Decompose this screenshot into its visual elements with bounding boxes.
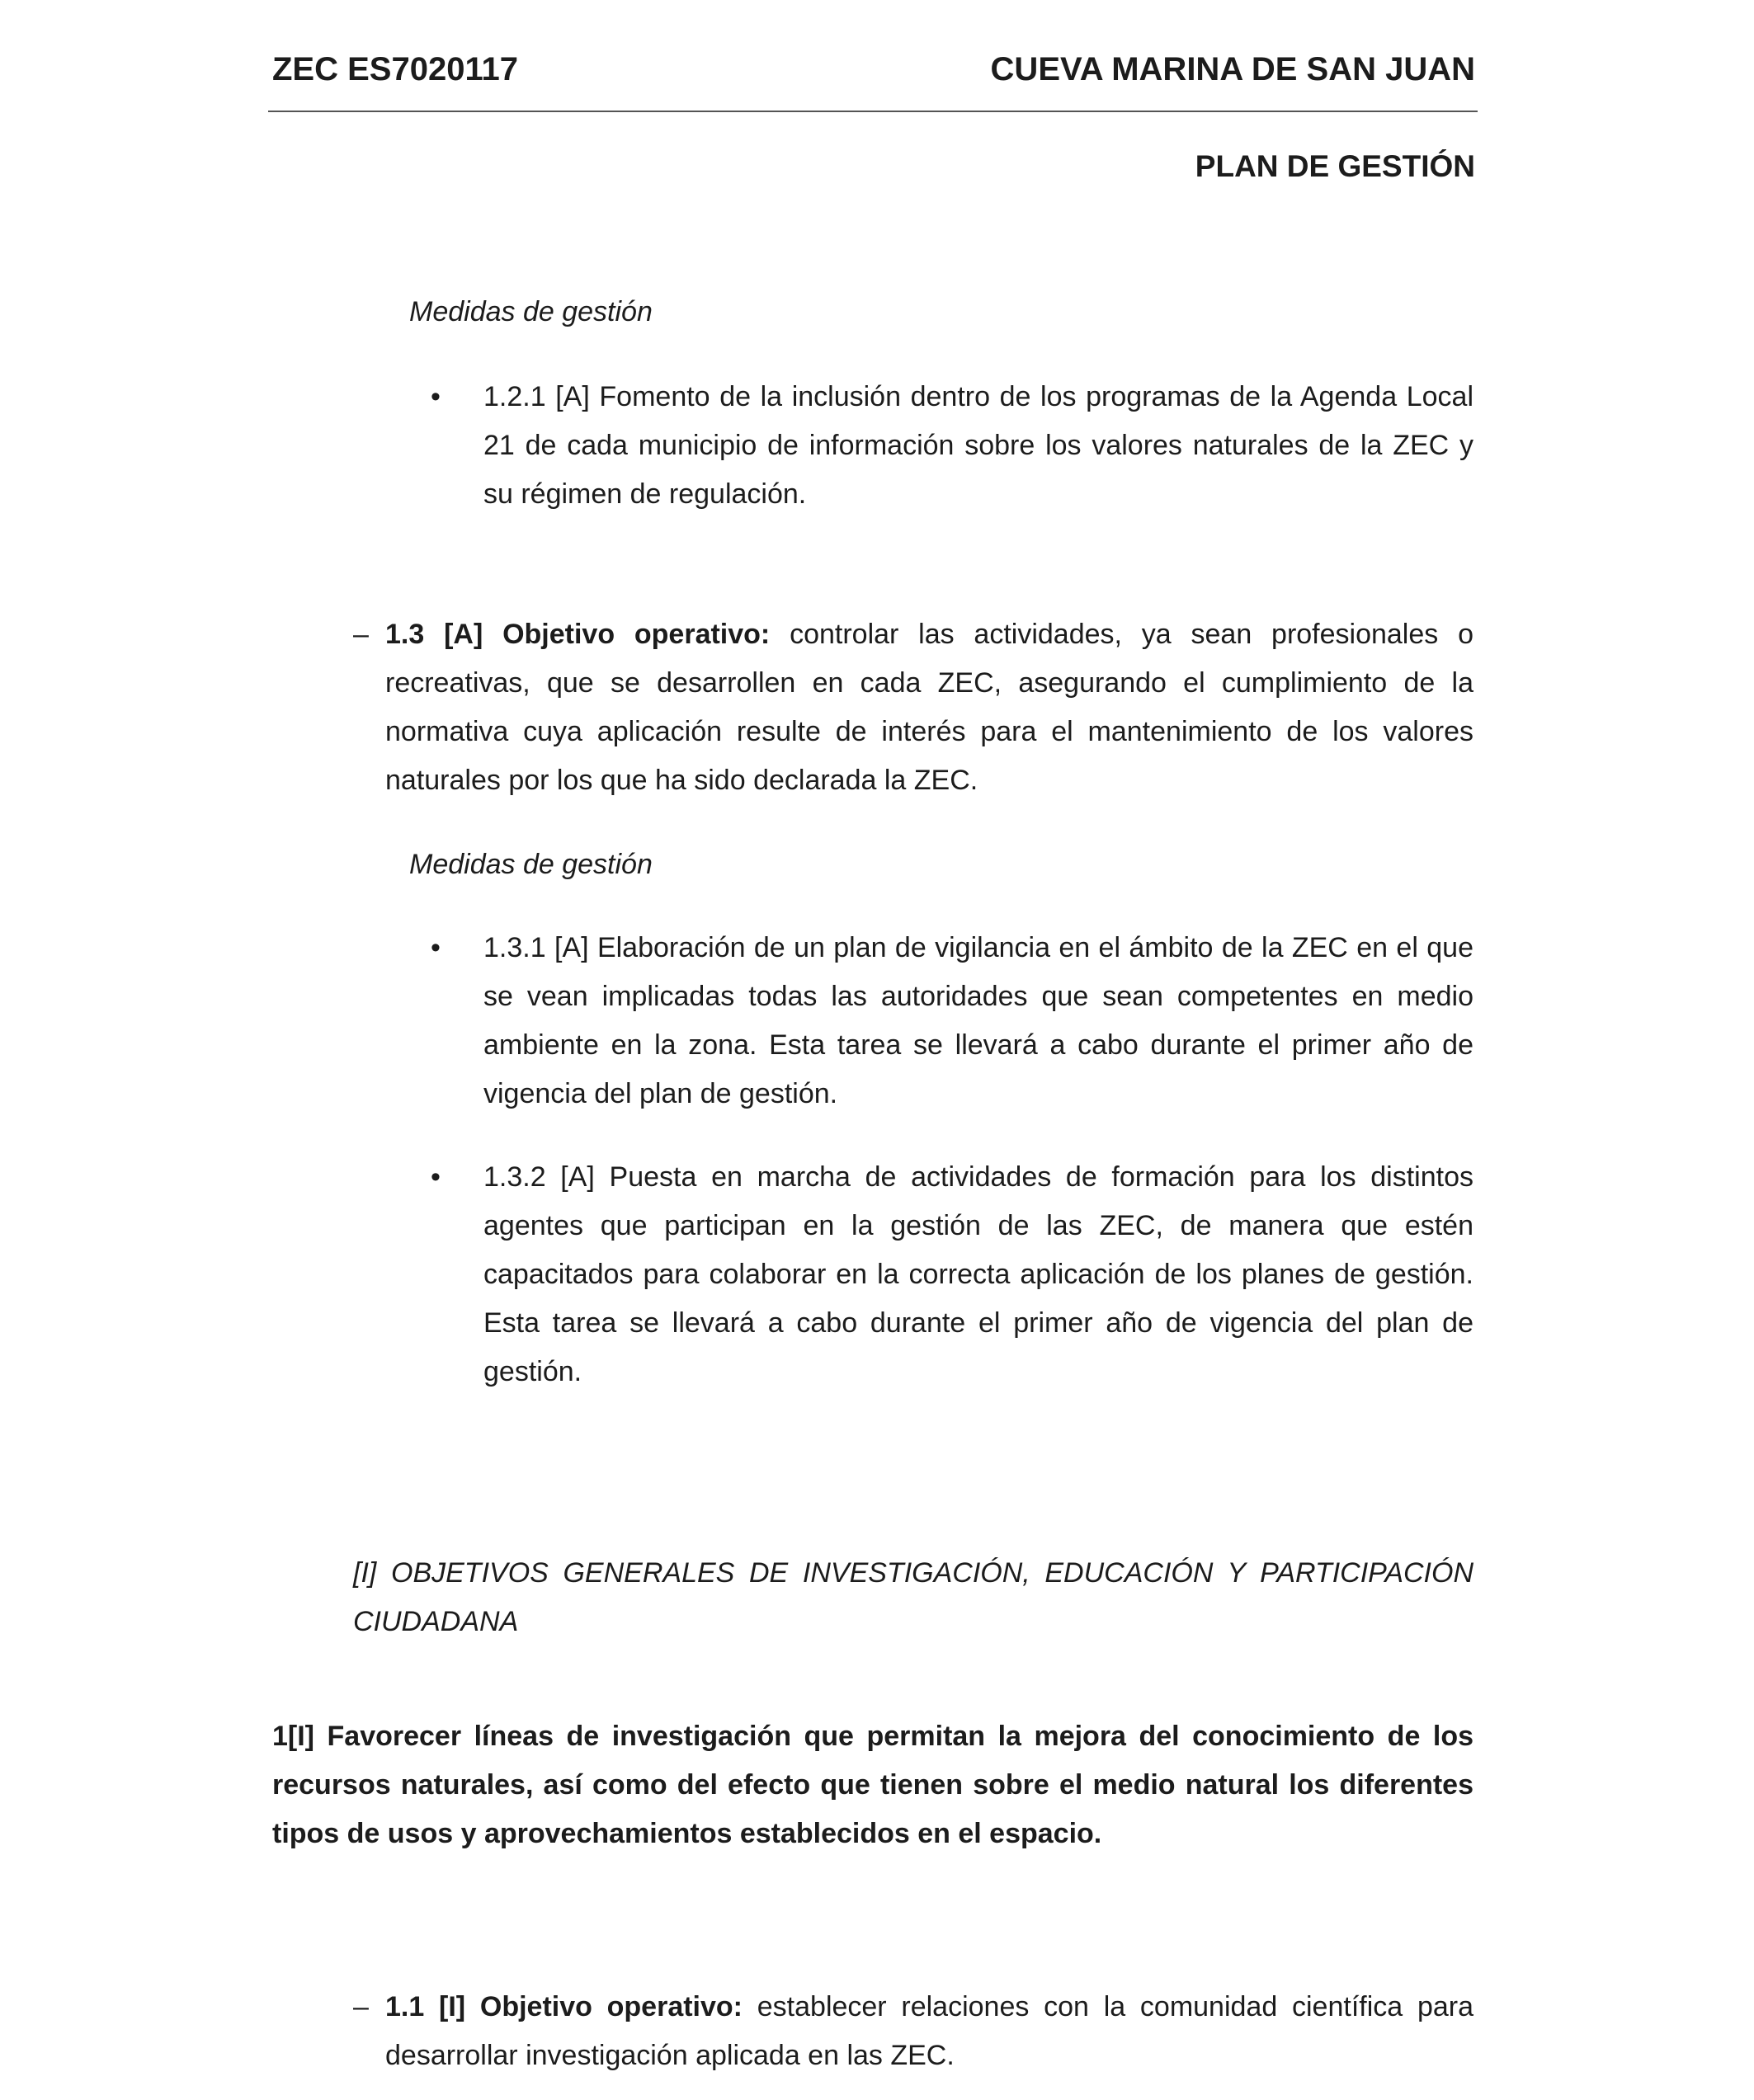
general-objectives-heading: [I] OBJETIVOS GENERALES DE INVESTIGACIÓN, EDUCACIÓN Y PARTICIPACIÓN CIUDADANA — [353, 1557, 1473, 1637]
dash-icon: – — [353, 1991, 369, 2022]
objective-1-1-text: establecer relaciones con la comunidad científica para desarrollar investigación aplicada en las ZEC. — [385, 1991, 1473, 2071]
header-divider — [268, 111, 1478, 112]
medidas-heading-2: Medidas de gestión — [409, 849, 653, 880]
bullet-icon: • — [431, 381, 441, 412]
bullet-icon: • — [431, 932, 441, 963]
objective-1-3-text: controlar las actividades, ya sean profesionales o recreativas, que se desarrollen en cada ZEC, asegurando el cumplimiento de la normativa cuya aplicación resulte de interés para el mantenimiento de los valores naturales por los que ha sido declarada la ZEC. — [385, 619, 1473, 796]
measure-1-3-1: 1.3.1 [A] Elaboración de un plan de vigilancia en el ámbito de la ZEC en el que se vean implicadas todas las autoridades que sean competentes en medio ambiente en la zona. Esta tarea se llevará a cabo durante el primer año de vigencia del plan de gestión. — [483, 932, 1473, 1109]
objective-1-1 — [385, 1983, 1473, 2080]
objective-1-3 — [385, 610, 1473, 805]
measure-1-2-1: 1.2.1 [A] Fomento de la inclusión dentro de los programas de la Agenda Local 21 de cada municipio de información sobre los valores naturales de la ZEC y su régimen de regulación. — [483, 381, 1473, 510]
header-zec-code: ZEC ES7020117 — [272, 51, 518, 87]
bullet-icon: • — [431, 1161, 441, 1193]
measure-1-3-2: 1.3.2 [A] Puesta en marcha de actividades de formación para los distintos agentes que participan en la gestión de las ZEC, de manera que estén capacitados para colaborar en la correcta aplicación de los planes de gestión. Esta tarea se llevará a cabo durante el primer año de vigencia del plan de gestión. — [483, 1161, 1473, 1387]
objective-1-1-label: 1.1 [I] Objetivo operativo: — [385, 1991, 743, 2022]
general-goal-1: 1[I] Favorecer líneas de investigación que permitan la mejora del conocimiento de los recursos naturales, así como del efecto que tienen sobre el medio natural los diferentes tipos de usos y aprovechamientos establecidos en el espacio. — [272, 1721, 1473, 1849]
medidas-heading-1: Medidas de gestión — [409, 296, 653, 327]
document-subtitle: PLAN DE GESTIÓN — [1195, 149, 1475, 183]
objective-1-3-label: 1.3 [A] Objetivo operativo: — [385, 619, 771, 650]
dash-icon: – — [353, 619, 369, 650]
header-site-name: CUEVA MARINA DE SAN JUAN — [990, 51, 1475, 87]
